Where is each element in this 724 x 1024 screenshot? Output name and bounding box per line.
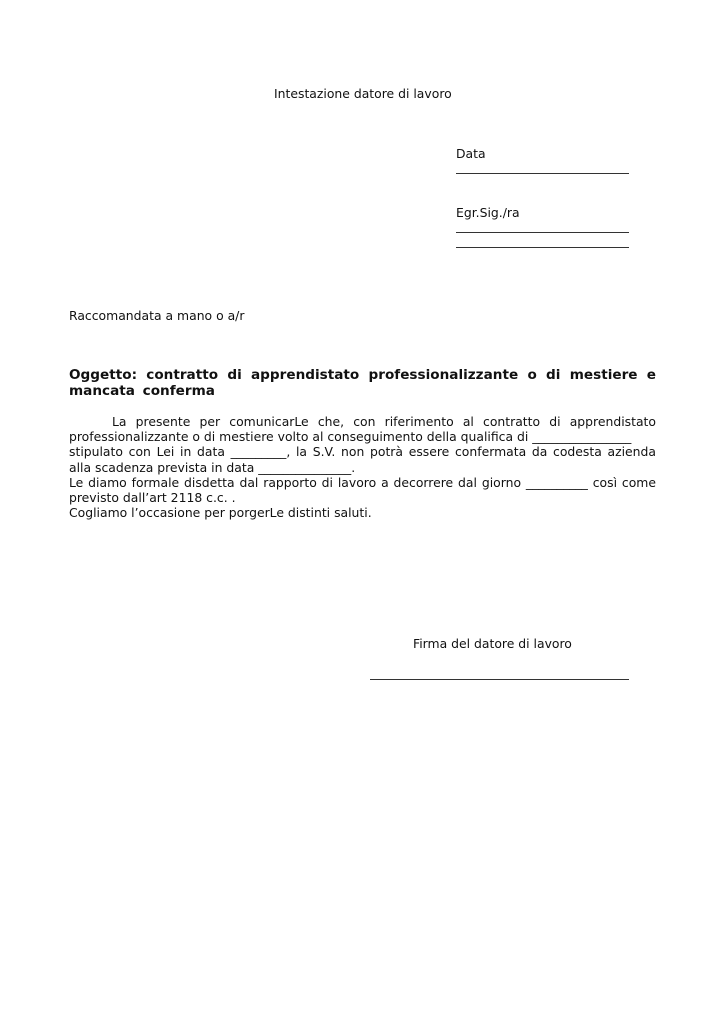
body-line-2: professionalizzante o di mestiere volto al conseguimento della qualifica di ________________ [69,429,632,445]
signature-line [370,679,629,680]
delivery-method: Raccomandata a mano o a/r [69,308,245,323]
signature-label: Firma del datore di lavoro [413,636,572,651]
body-line-4: alla scadenza prevista in data _______________. [69,459,356,475]
body-line-5: Le diamo formale disdetta dal rapporto di lavoro a decorrere dal giorno __________ così come [69,474,656,490]
subject-line-2: mancata conferma [69,383,215,399]
subject-heading [69,367,656,399]
letter-body [69,414,656,520]
body-line-7: Cogliamo l’occasione per porgerLe distinti saluti. [69,505,372,521]
recipient-blank-line-2 [456,247,629,248]
body-line-3: stipulato con Lei in data _________, la S.V. non potrà essere confermata da codesta azienda [69,444,656,460]
body-line-6: previsto dall’art 2118 c.c. . [69,490,236,506]
date-blank-line [456,173,629,174]
employer-letterhead: Intestazione datore di lavoro [274,86,452,101]
subject-line-1: Oggetto: contratto di apprendistato professionalizzante o di mestiere e [69,367,656,383]
recipient-blank-line-1 [456,232,629,233]
recipient-label: Egr.Sig./ra [456,205,520,220]
date-label: Data [456,146,486,161]
body-line-1: La presente per comunicarLe che, con riferimento al contratto di apprendistato [112,414,656,429]
